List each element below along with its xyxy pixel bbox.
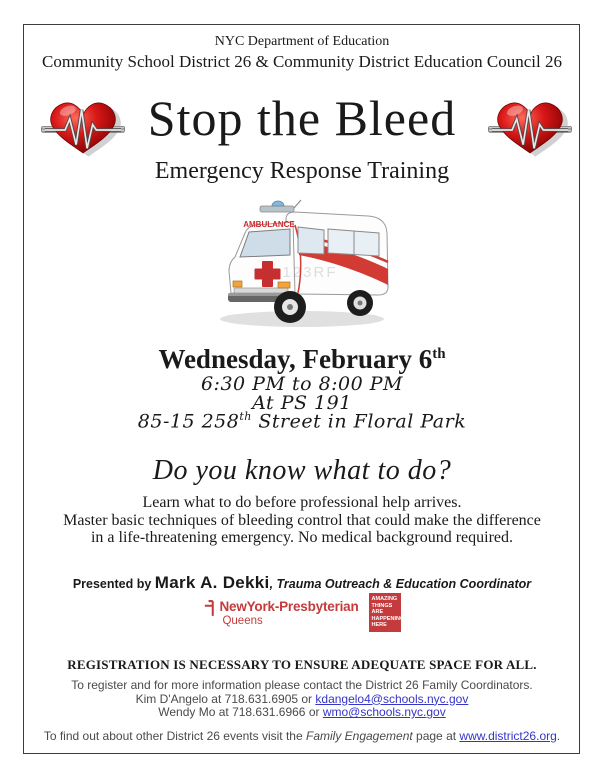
nyp-logo-mark-icon xyxy=(203,599,216,618)
description-line: in a life-threatening emergency. No medical background required. xyxy=(90,529,514,547)
flyer-title: Stop the Bleed xyxy=(147,90,457,146)
flyer-subtitle: Emergency Response Training xyxy=(154,158,450,184)
contact-1-text: Kim D'Angelo at 718.631.6905 or xyxy=(135,691,316,706)
footer-text-mid: page at xyxy=(412,729,460,743)
event-address xyxy=(0,410,604,432)
event-address-number: 85-15 258 xyxy=(137,410,240,433)
contact-2-text: Wendy Mo at 718.631.6966 or xyxy=(158,705,323,720)
tagline-line: THINGS xyxy=(371,602,393,609)
district-website-link[interactable]: www.district26.org xyxy=(459,729,557,743)
contact-line-1 xyxy=(0,693,604,707)
ambulance-image xyxy=(201,193,403,338)
event-date xyxy=(0,344,604,375)
event-date-sup: th xyxy=(432,346,446,362)
presenter-name: Mark A. Dekki xyxy=(154,573,270,592)
presented-by-prefix: Presented by xyxy=(72,577,155,591)
nyp-logo xyxy=(203,599,358,627)
nyp-logo-text xyxy=(219,599,358,627)
nyp-name: NewYork-Presbyterian xyxy=(219,599,359,614)
heart-ekg-icon xyxy=(486,97,574,163)
contact-block xyxy=(0,679,604,720)
description-line: Master basic techniques of bleeding control that could make the difference xyxy=(63,511,541,529)
sponsor-logos xyxy=(0,593,604,632)
event-address-street: Street in Floral Park xyxy=(251,410,467,433)
description-line: Learn what to do before professional help arrives. xyxy=(142,494,462,511)
tagline-line: HERE xyxy=(371,622,387,629)
event-location: At PS 191 xyxy=(252,392,352,414)
contact-intro: To register and for more information please contact the District 26 Family Coordinators. xyxy=(71,678,533,692)
nyp-tagline-badge xyxy=(369,593,405,632)
contact-2-email-link[interactable]: wmo@schools.nyc.gov xyxy=(322,705,446,720)
registration-headline: REGISTRATION IS NECESSARY TO ENSURE ADEQUATE SPACE FOR ALL. xyxy=(67,657,537,672)
footer-family-engagement: Family Engagement xyxy=(305,729,413,743)
stock-watermark: 123RF xyxy=(282,264,338,281)
event-date-text: Wednesday, February 6 xyxy=(158,344,433,374)
tagline-line: ARE xyxy=(371,609,384,616)
ambulance-label: AMBULANCE xyxy=(243,220,295,229)
footer-line xyxy=(0,729,604,743)
presenter-title: , Trauma Outreach & Education Coordinator xyxy=(269,577,532,591)
presented-by-line xyxy=(0,573,604,593)
org-line-1: NYC Department of Education xyxy=(214,34,390,49)
question-heading: Do you know what to do? xyxy=(152,455,452,486)
org-line-2: Community School District 26 & Community District Education Council 26 xyxy=(42,52,562,71)
contact-1-email-link[interactable]: kdangelo4@schools.nyc.gov xyxy=(315,691,469,706)
nyp-campus: Queens xyxy=(222,615,263,627)
tagline-line: HAPPENING xyxy=(371,615,405,622)
event-time: 6:30 PM to 8:00 PM xyxy=(200,373,404,395)
event-address-sup: th xyxy=(239,410,252,423)
footer-text: To find out about other District 26 events visit the xyxy=(43,729,306,743)
tagline-line: AMAZING xyxy=(371,596,398,602)
contact-line-2 xyxy=(0,706,604,720)
description-paragraph xyxy=(0,494,604,547)
footer-period: . xyxy=(556,729,561,743)
